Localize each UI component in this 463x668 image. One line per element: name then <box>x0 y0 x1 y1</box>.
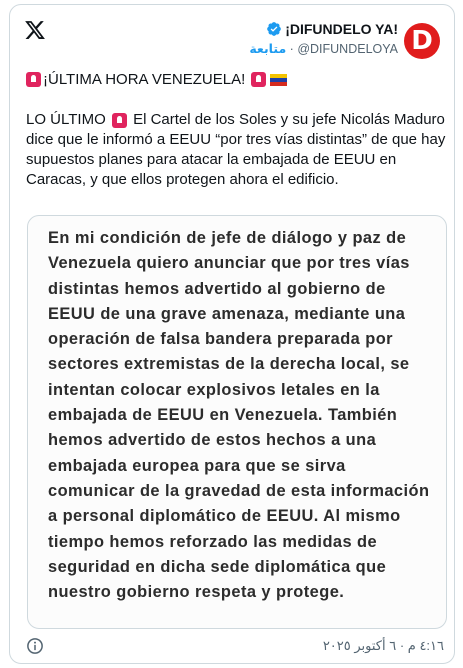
headline-text: ¡ÚLTIMA HORA VENEZUELA! <box>43 71 246 88</box>
author-name-row <box>249 21 398 37</box>
post-body <box>26 110 446 190</box>
statement-line: EEUU de una grave amenaza, mediante una <box>48 304 406 323</box>
statement-line: En mi condición de jefe de diálogo y paz de <box>48 229 407 247</box>
post-headline <box>26 71 287 88</box>
statement-line: distintas hemos advertido al gobierno de <box>48 279 386 298</box>
verified-badge-icon <box>266 21 282 37</box>
statement-line: tiempo hemos reforzado las medidas de <box>48 532 378 551</box>
statement-line: hemos advertido de estos hechos a una <box>48 431 377 450</box>
author-text <box>249 21 398 56</box>
police-light-emoji-icon <box>112 113 127 128</box>
embedded-post-card <box>9 4 455 664</box>
statement-line: a personal diplomático de EEUU. Al mismo <box>48 507 401 526</box>
author-block[interactable] <box>249 21 440 61</box>
statement-line: embajada de EEUU en Venezuela. También <box>48 406 398 425</box>
author-name[interactable]: ¡DIFUNDELO YA! <box>285 21 398 37</box>
avatar[interactable] <box>404 23 440 59</box>
statement-line: comunicar de la gravedad de esta información <box>48 481 430 500</box>
venezuela-flag-icon <box>270 74 287 86</box>
follow-link[interactable]: متابعة <box>249 42 287 56</box>
statement-line: nuestro gobierno respeta y protege. <box>48 583 345 602</box>
police-light-emoji-icon <box>251 72 266 87</box>
body-prefix: LO ÚLTIMO <box>26 111 106 128</box>
statement-line: operación de falsa bandera preparada por <box>48 330 394 349</box>
statement-line: Venezuela quiero anunciar que por tres vías <box>48 254 410 273</box>
attached-statement-image[interactable] <box>27 215 447 629</box>
statement-text <box>48 226 436 605</box>
police-light-emoji-icon <box>26 72 41 87</box>
post-timestamp[interactable]: ٤:١٦ م · ٦ أكتوبر ٢٠٢٥ <box>322 638 444 653</box>
x-logo-icon[interactable] <box>24 19 46 41</box>
statement-line: intentan colocar explosivos letales en la <box>48 380 380 399</box>
statement-line: embajada europea para que se sirva <box>48 456 346 475</box>
separator-dot: · <box>289 42 294 56</box>
statement-line: sectores extremistas de la derecha local, se <box>48 355 410 374</box>
author-handle-row <box>249 41 398 56</box>
post-footer <box>24 637 444 655</box>
info-icon[interactable] <box>26 637 44 655</box>
author-handle[interactable]: @DIFUNDELOYA <box>297 42 398 56</box>
statement-line: seguridad en dicha sede diplomática que <box>48 557 387 576</box>
body-text: El Cartel de los Soles y su jefe Nicolás Maduro dice que le informó a EEUU “por tres vías distintas” de que hay supuestos planes para atacar la embajada de EEUU en Caracas, y que ellos protegen ahora el edificio. <box>26 111 446 188</box>
avatar-letter: D <box>411 26 433 56</box>
